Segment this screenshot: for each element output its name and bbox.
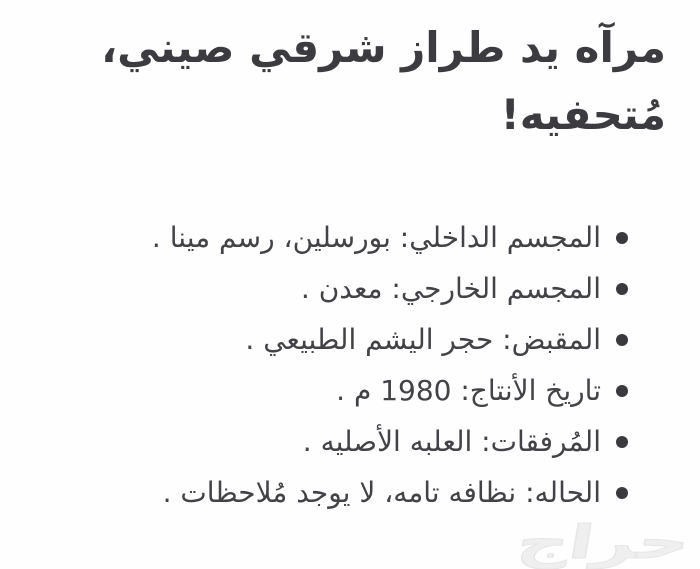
spec-item-accessories [0,416,628,467]
spec-item-outer-body [0,263,628,314]
spec-text: المجسم الداخلي: بورسلين، رسم مينا . [151,221,601,254]
spec-item-inner-body [0,212,628,263]
bullet-icon [616,334,628,346]
spec-text: تاريخ الأنتاج: 1980 م . [336,374,601,407]
spec-item-production-date [0,365,628,416]
spec-list [0,212,700,518]
bullet-icon [616,385,628,397]
listing-title [0,0,700,148]
haraj-watermark-logo: حراج [513,515,695,569]
title-line-2: مُتحفيه! [500,90,666,139]
bullet-icon [616,232,628,244]
spec-item-condition [0,467,628,518]
spec-text: المُرفقات: العلبه الأصليه . [302,425,601,458]
spec-text: المجسم الخارجي: معدن . [300,272,601,305]
spec-text: الحاله: نظافه تامه، لا يوجد مُلاحظات . [162,476,601,509]
bullet-icon [616,436,628,448]
title-line-1: مرآه يد طراز شرقي صيني، [101,23,666,72]
spec-item-handle [0,314,628,365]
spec-text: المقبض: حجر اليشم الطبيعي . [245,323,601,356]
bullet-icon [616,283,628,295]
bullet-icon [616,487,628,499]
